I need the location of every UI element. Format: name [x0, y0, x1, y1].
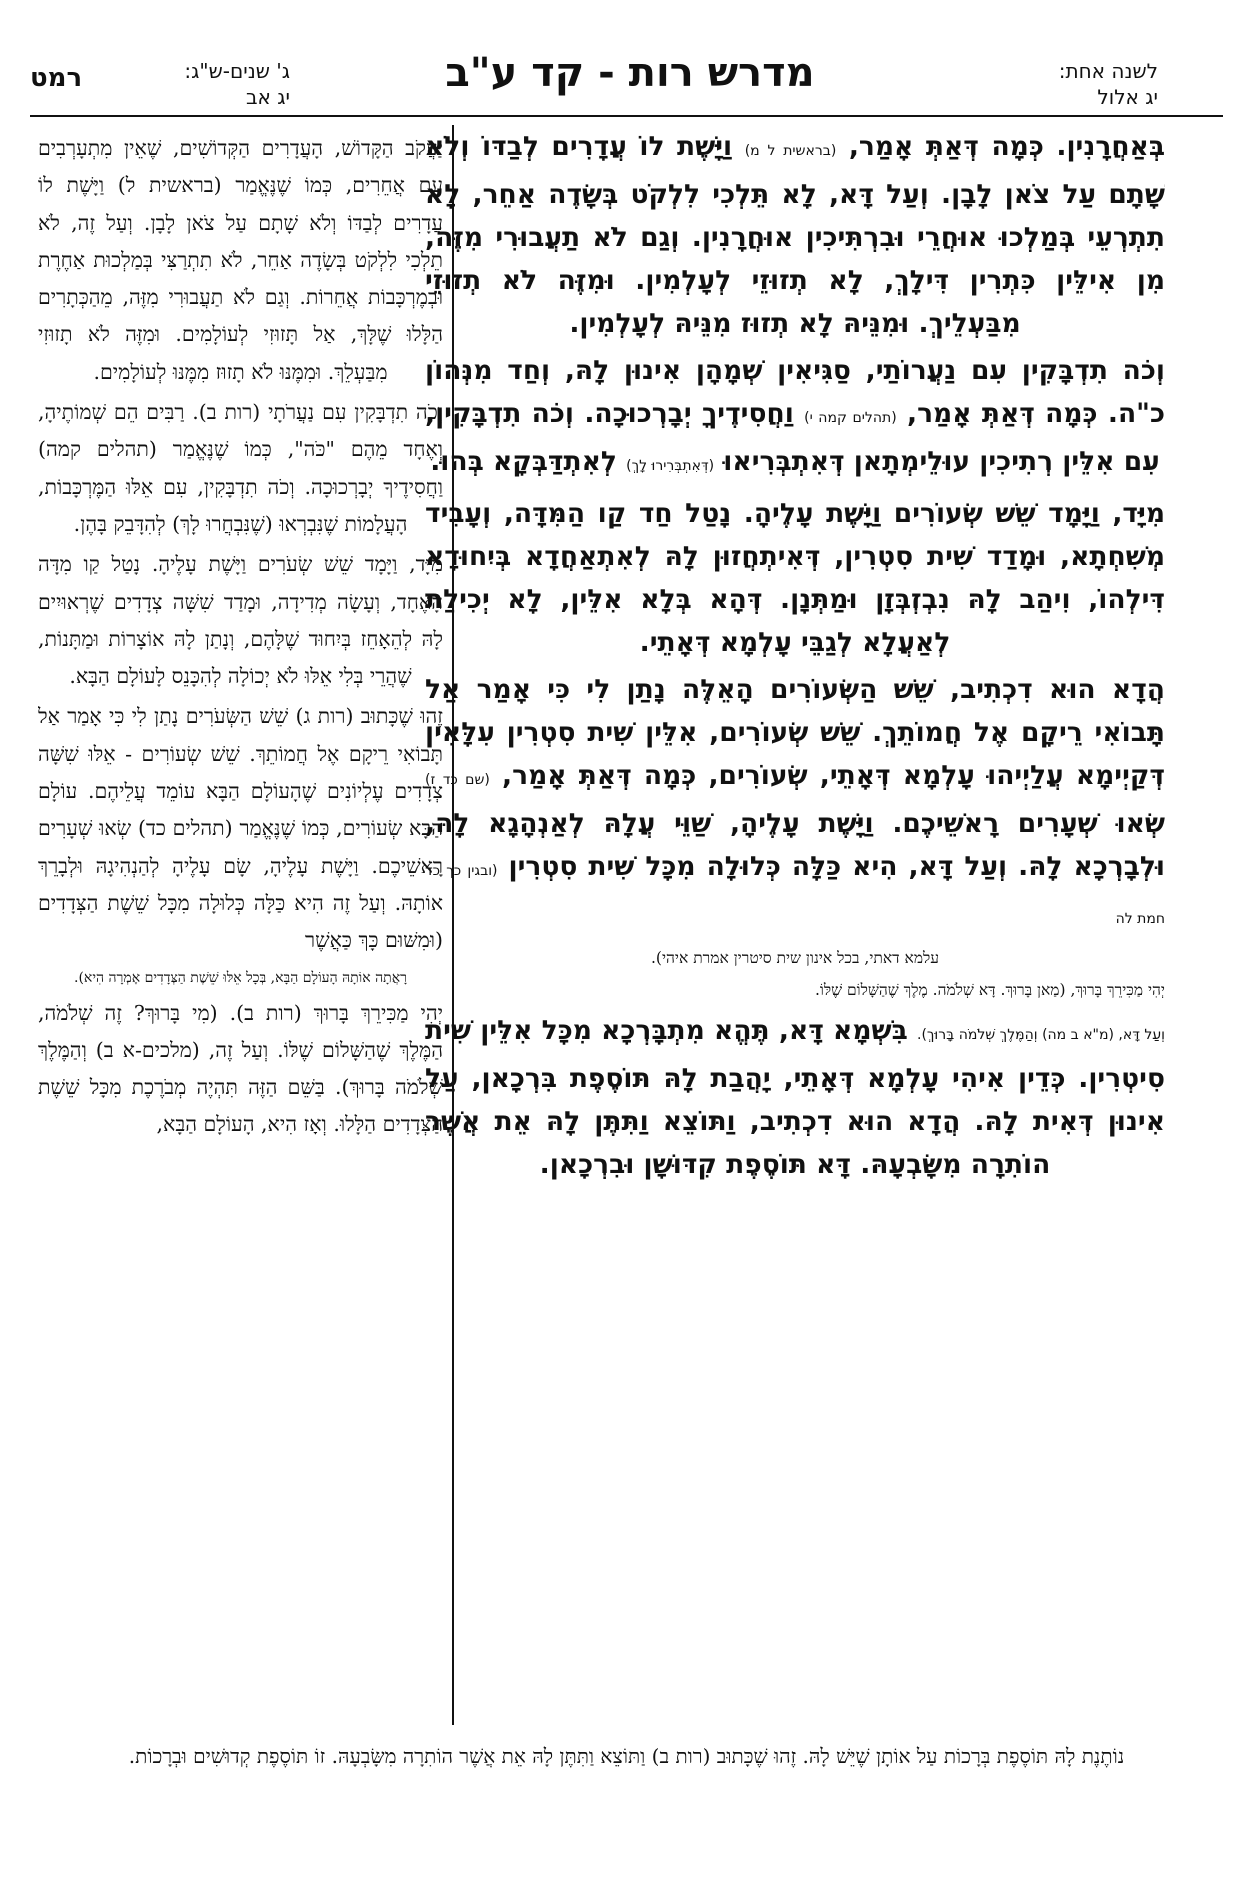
- aramaic-text: וַיָּשֶׁת לוֹ עֲדָרִים לְבַדּוֹ וְלֹא שָׁתָם עַל צֹאן לָבָן. וְעַל דָּא, לָא תֵּלְכִי לִלְקֹט בְּשָׂדֶה אַחֵר, לָא תִתְרְעֵי בְּמַלְכוּ אוּחֲרֵי וּבִרְתִּיכִין אוּחֲרָנִין. וְגַם לֹא תַעֲבוּרִי מִזֶּה, מִן אִילֵּין כִּתְרִין דִּילָךְ, לָא תְזוּזֵי לְעָלְמִין. וּמִזֶּה לֹא תְזוּזֵי מִבַּעְלֵיךְ. וּמִנֵּיהּ לָא תְזוּז מִנֵּיהּ לְעָלְמִין.: [425, 131, 1165, 339]
- alternate-reading: (דְּאִתְבְּרִירוּ לָךְ): [626, 458, 715, 474]
- three-year-date: יג אב: [245, 85, 290, 109]
- one-year-schedule: [958, 58, 1158, 110]
- aramaic-text: בִּשְׁמָא דָּא, תֶּהֱא מִתְבָּרְכָא מִכָּל אִלֵּין שִׁית סִיטְרִין. כְּדֵין אִיהִי עָלְמָא דְּאָתֵי, יָהֲבַת לָהּ תּוֹסֶפֶת בִּרְכָאן, עַל אִינוּן דְּאִית לָהּ. הֲדָא הוּא דִכְתִיב, וַתּוֹצֵא וַתִּתֶּן לָהּ אֵת אֲשֶׁר הוֹתִרָה מִשָּׂבְעָהּ. דָּא תּוֹסֶפֶת קִדּוּשָׁן וּבִרְכָאן.: [425, 1015, 1165, 1180]
- one-year-label: לשנה אחת:: [1058, 59, 1158, 83]
- alternate-reading: (ובגין כך כד חמת לה: [425, 863, 1165, 927]
- three-year-schedule: [120, 58, 290, 110]
- translation-paragraph-4: זֶהוּ שֶׁכָּתוּב (רות ג) שֵׁשׁ הַשְּׂעֹרִים נָתַן לִי כִּי אָמַר אַל תָּבוֹאִי רֵיקָם אֶל חֲמוֹתֵךְ. שֵׁשׁ שְׂעוֹרִים - אֵלּוּ שִׁשָּׁה צְדָדִים עֶלְיוֹנִים שֶׁהָעוֹלָם הַבָּא עוֹמֵד עֲלֵיהֶם. עוֹלָם הַבָּא שְׂעוֹרִים, כְּמוֹ שֶׁנֶּאֱמַר (תהלים כד) שְׂאוּ שְׁעָרִים רָאשֵׁיכֶם. וַיָּשֶׁת עָלֶיהָ, שָׂם עָלֶיהָ לְהַנְהִיגָהּ וּלְבָרֵךְ אוֹתָהּ. וְעַל זֶה הִיא כַּלָּה כְּלוּלָה מִכָּל שֵׁשֶׁת הַצְּדָדִים (וּמִשּׁוּם כָּךְ כַּאֲשֶׁר: [38, 704, 443, 953]
- header-rule: [30, 115, 1223, 117]
- verse-reference: (בראשית ל מ): [744, 143, 837, 159]
- translation-column: [38, 130, 443, 1730]
- aramaic-small-line-2: וְעַל דָּא, (מ"א ב מה) וְהַמֶּלֶךְ שְׁלֹמֹה בָּרוּךְ).: [917, 1027, 1165, 1043]
- page-number: רמט: [30, 63, 83, 93]
- aramaic-text: בְּאַחֲרָנִין. כְּמָה דְּאַתְּ אָמַר,: [836, 131, 1165, 162]
- translation-paragraph-1: יַעֲקֹב הַקָּדוֹשׁ, הָעֲדָרִים הַקְּדוֹשִׁים, שֶׁאֵין מִתְעָרְבִים עִם אֲחֵרִים, כְּמוֹ שֶׁנֶּאֱמַר (בראשית ל) וַיָּשֶׁת לוֹ עֲדָרִים לְבַדּוֹ וְלֹא שָׁתָם עַל צֹאן לָבָן. וְעַל זֶה, לֹא תֵלְכִי לִלְקֹט בְּשָׂדֶה אַחֵר, לֹא תִתְרַצִּי בְּמַלְכוּת אַחֶרֶת וּבְמֶרְכָּבוֹת אֲחֵרוֹת. וְגַם לֹא תַעֲבוּרִי מִזֶּה, מֵהַכְּתָרִים הַלָּלוּ שֶׁלָּךְ, אַל תָּזוּזִי לְעוֹלָמִים. וּמִזֶּה לֹא תָזוּזִי מִבַּעְלֵךְ. וּמִמֶּנּוּ לֹא תָזוּז מִמֶּנּוּ לְעוֹלָמִים.: [38, 136, 443, 384]
- translation-footer: נוֹתֶנֶת לָהּ תּוֹסֶפֶת בְּרָכוֹת עַל אוֹתָן שֶׁיֵּשׁ לָהּ. זֶהוּ שֶׁכָּתוּב (רות ב) וַתּוֹצֵא וַתִּתֶּן לָהּ אֵת אֲשֶׁר הוֹתִרָה מִשָּׂבְעָהּ. זוֹ תּוֹסֶפֶת קְדוּשִׁים וּבְרָכוֹת.: [128, 1744, 1125, 1768]
- aramaic-column: [425, 125, 1165, 1725]
- aramaic-small-line-1: יְהִי מַכִּירֵךְ בָּרוּךְ, (מַאן בָּרוּךְ. דָּא שְׁלֹמֹה. מֶלֶךְ שֶׁהַשָּׁלוֹם שֶׁלּוֹ.: [814, 981, 1165, 999]
- verse-reference: (תהלים קמה י): [804, 410, 897, 426]
- one-year-date: יג אלול: [1097, 85, 1158, 109]
- translation-paragraph-2: וְכֹה תִדְבָּקִין עִם נַעֲרֹתָי (רות ב). רַבִּים הֵם שְׁמוֹתֶיהָ, וְאֶחָד מֵהֶם "כֹּה", כְּמוֹ שֶׁנֶּאֱמַר (תהלים קמה) וַחֲסִידֶיךָ יְבָרְכוּכָה. וְכֹה תִדְבָּקִין, עִם אֵלּוּ הַמֶּרְכָּבוֹת, הָעֲלָמוֹת שֶׁנִּבְרְאוּ (שֶׁנִּבְחֲרוּ לָךְ) לְהִדָּבֵק בָּהֶן.: [38, 400, 443, 536]
- aramaic-text: וְכֹה תִדְבָּקִין עִם נַעֲרוֹתַי, סַגִּיאִין שְׁמָהָן אִינוּן לָהּ, וְחַד מִנְּהוֹן כ"ה. כְּמָה דְּאַתְּ אָמַר,: [425, 355, 1165, 429]
- translation-paragraph-4-continuation: רָאֲתָה אוֹתָהּ הָעוֹלָם הַבָּא, בְּכָל אֵלּוּ שֵׁשֶׁת הַצְּדָדִים אָמְרָה הִיא).: [74, 969, 407, 986]
- aramaic-paragraph-2: [425, 349, 1165, 488]
- aramaic-text: שְׂאוּ שְׁעָרִים רָאשֵׁיכֶם. וַיָּשֶׁת עָלֶיהָ, שַׁוֵּי עֲלָהּ לְאַנְהָגָא לָהּ, וּלְבָרְכָא לָהּ. וְעַל דָּא, הִיא כַּלָּה כְּלוּלָה מִכָּל שִׁית סִטְרִין: [425, 808, 1165, 882]
- aramaic-paragraph-4: [425, 668, 1165, 941]
- aramaic-text: וַחֲסִידֶיךָ יְבָרְכוּכָה. וְכֹה תִדְבָּקִין, עִם אִלֵּין רְתִיכִין עוּלֵימְתָאן דְּאִתְבְּרִיאוּ: [425, 398, 1160, 477]
- column-divider: [452, 125, 454, 1725]
- aramaic-text: הֲדָא הוּא דִכְתִיב, שֵׁשׁ הַשְּׂעוֹרִים הָאֵלֶּה נָתַן לִי כִּי אָמַר אַל תָּבוֹאִי רֵיקָם אֶל חֲמוֹתֵךְ. שֵׁשׁ שְׂעוֹרִים, אִלֵּין שִׁית סִטְרִין עִלָּאִין דְּקַיְימָא עֲלַיְיהוּ עָלְמָא דְּאָתֵי, שְׂעוֹרִים, כְּמָה דְּאַתְּ אָמַר,: [425, 674, 1165, 791]
- translation-paragraph-3: מִיָּד, וַיָּמָד שֵׁשׁ שְׂעֹרִים וַיָּשֶׁת עָלֶיהָ. נָטַל קַו מִדָּה הָאֶחָד, וְעָשָׂה מְדִידָה, וּמָדַד שִׁשָּׁה צְדָדִים שֶׁרְאוּיִים לָהּ לְהֵאָחֵז בְּיִחוּד שֶׁלָּהֶם, וְנָתַן לָהּ אוֹצָרוֹת וּמַתָּנוֹת, שֶׁהֲרֵי בְּלִי אֵלּוּ לֹא יְכוֹלָה לְהִכָּנֵס לָעוֹלָם הַבָּא.: [38, 552, 443, 689]
- translation-paragraph-5: יְהִי מַכִּירֵךְ בָּרוּךְ (רות ב). (מִי בָּרוּךְ? זֶה שְׁלֹמֹה, הַמֶּלֶךְ שֶׁהַשָּׁלוֹם שֶׁלּוֹ. וְעַל זֶה, (מלכים-א ב) וְהַמֶּלֶךְ שְׁלֹמֹה בָּרוּךְ). בַּשֵּׁם הַזֶּה תִּהְיֶה מְבֹרֶכֶת מִכָּל שֵׁשֶׁת הַצְּדָדִים הַלָּלוּ. וְאָז הִיא, הָעוֹלָם הַבָּא,: [38, 1000, 443, 1137]
- aramaic-paragraph-5: [425, 1009, 1165, 1186]
- verse-reference: (שם כד ז): [425, 772, 490, 788]
- aramaic-paragraph-1: [425, 125, 1165, 345]
- page-title: מדרש רות - קד ע"ב: [445, 50, 815, 96]
- alternate-reading-continuation: עלמא דאתי, בכל אינון שית סיטרין אמרת איהי).: [650, 949, 940, 967]
- aramaic-text: מִיָּד, וַיָּמָד שֵׁשׁ שְׂעוֹרִים וַיָּשֶׁת עָלֶיהָ. נָטַל חַד קַו הַמִּדָּה, וְעָבִיד מְשִׁחְתָא, וּמָדַד שִׁית סִטְרִין, דְּאִיתְחֲזוּן לָהּ לְאִתְאַחֲדָא בְּיִחוּדָא דִּילְהוֹ, וִיהַב לָהּ נִבְזְבְּזָן וּמַתְּנָן. דְּהָא בְּלָא אִלֵּין, לָא יְכִילַת לְאַעֲלָא לְגַבֵּי עָלְמָא דְּאָתֵי.: [425, 498, 1165, 658]
- three-year-label: ג' שנים-ש"ג:: [184, 59, 290, 83]
- aramaic-text: לְאִתְדַּבְּקָא בְּהוּ.: [430, 446, 627, 477]
- aramaic-paragraph-3: [425, 492, 1165, 664]
